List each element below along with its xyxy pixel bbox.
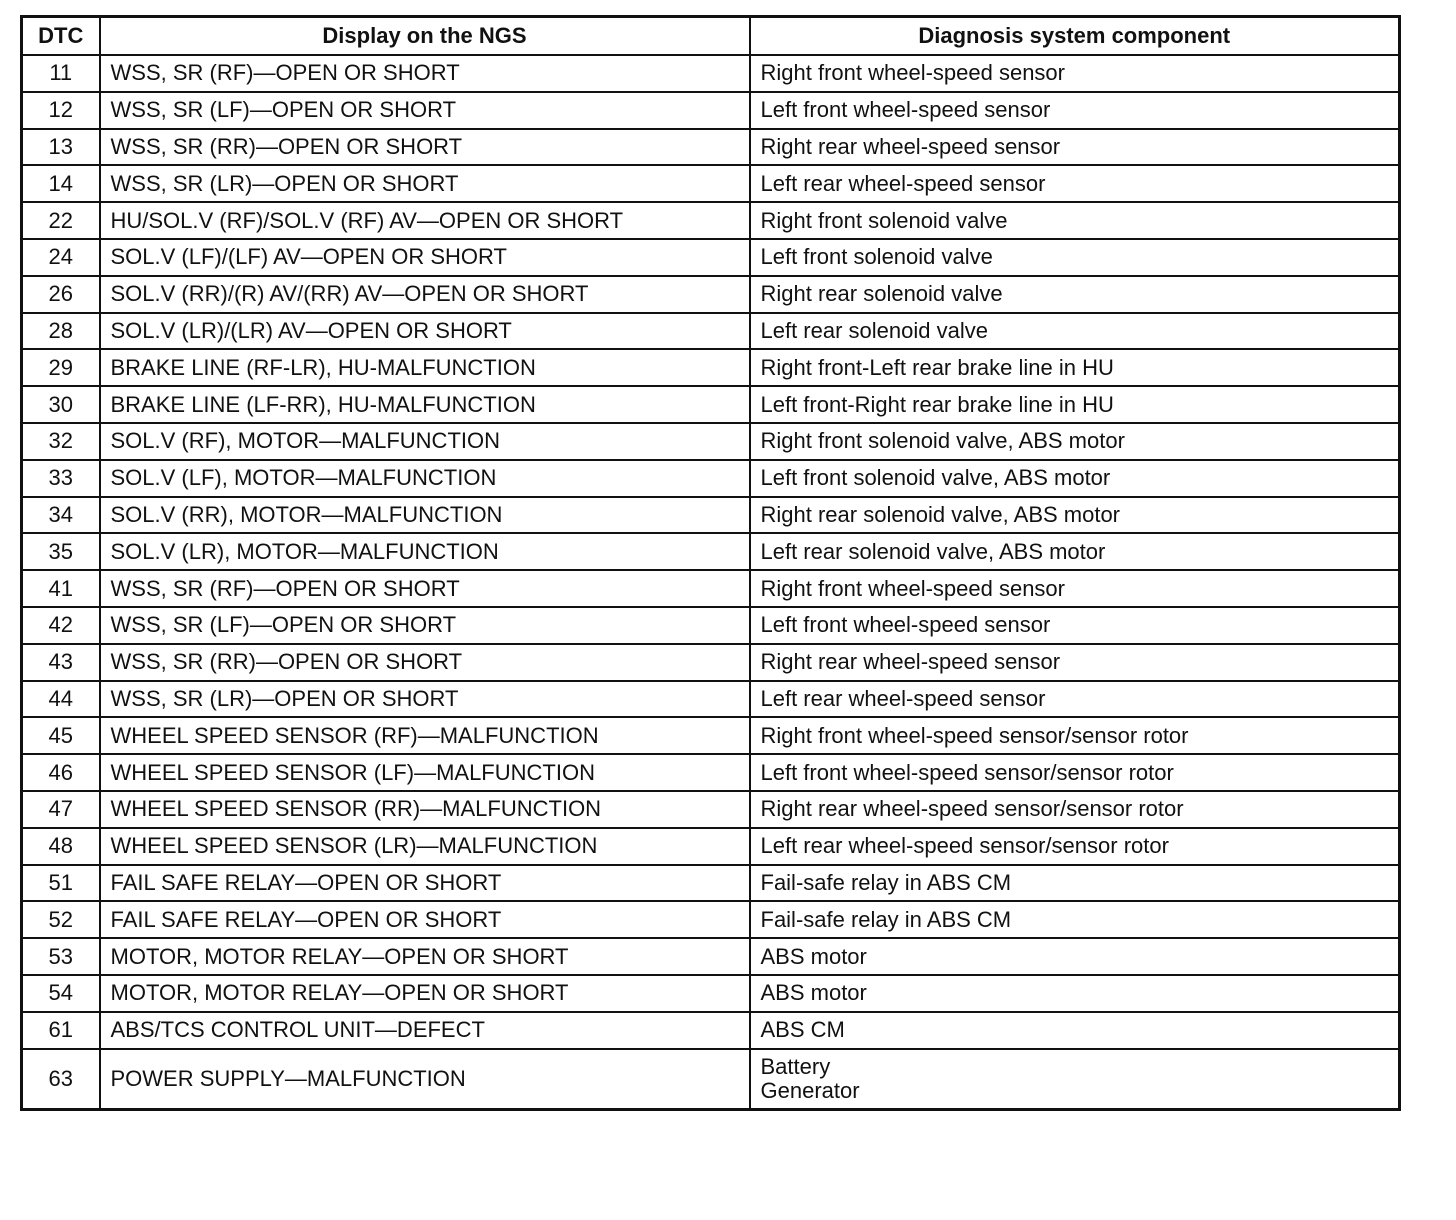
dtc-code-cell: 54 [22,975,100,1012]
ngs-display-cell: WSS, SR (LF)—OPEN OR SHORT [100,92,750,129]
component-line: Right front wheel-speed sensor [760,575,1065,601]
table-row [22,938,1400,975]
component-cell [750,791,1400,828]
dtc-code-cell: 13 [22,129,100,166]
component-cell [750,533,1400,570]
table-row [22,570,1400,607]
component-line: Left rear solenoid valve [760,317,988,343]
component-cell [750,55,1400,92]
dtc-code-cell: 11 [22,55,100,92]
dtc-code-cell: 35 [22,533,100,570]
component-cell [750,681,1400,718]
dtc-code-cell: 12 [22,92,100,129]
ngs-display-cell: MOTOR, MOTOR RELAY—OPEN OR SHORT [100,975,750,1012]
component-line: Left front solenoid valve [760,244,993,270]
component-cell [750,1049,1400,1110]
dtc-code-cell: 48 [22,828,100,865]
ngs-display-cell: WSS, SR (RR)—OPEN OR SHORT [100,129,750,166]
component-cell [750,349,1400,386]
ngs-display-cell: WHEEL SPEED SENSOR (LF)—MALFUNCTION [100,754,750,791]
component-cell [750,165,1400,202]
component-cell [750,607,1400,644]
dtc-code-cell: 51 [22,865,100,902]
component-line: Right front solenoid valve, ABS motor [760,428,1125,454]
table-row [22,975,1400,1012]
ngs-display-cell: WSS, SR (RR)—OPEN OR SHORT [100,644,750,681]
dtc-code-cell: 24 [22,239,100,276]
component-line: ABS motor [760,980,867,1006]
ngs-display-cell: WSS, SR (RF)—OPEN OR SHORT [100,55,750,92]
component-line: Generator [760,1077,860,1103]
header-component: Diagnosis system component [750,17,1400,56]
component-line: Left front wheel-speed sensor [760,612,1051,638]
ngs-display-cell: FAIL SAFE RELAY—OPEN OR SHORT [100,901,750,938]
table-row [22,349,1400,386]
component-line: Left rear wheel-speed sensor [760,685,1046,711]
component-cell [750,129,1400,166]
table-row [22,533,1400,570]
component-line: Fail-safe relay in ABS CM [760,906,1012,932]
dtc-code-cell: 33 [22,460,100,497]
component-cell [750,717,1400,754]
component-line: Left rear solenoid valve, ABS motor [760,538,1106,564]
dtc-code-cell: 45 [22,717,100,754]
dtc-code-cell: 52 [22,901,100,938]
table-row [22,791,1400,828]
dtc-code-cell: 42 [22,607,100,644]
ngs-display-cell: SOL.V (LF)/(LF) AV—OPEN OR SHORT [100,239,750,276]
component-line: Right front wheel-speed sensor/sensor rotor [760,722,1189,748]
dtc-code-cell: 30 [22,386,100,423]
dtc-code-cell: 47 [22,791,100,828]
component-line: Left rear wheel-speed sensor/sensor rotor [760,833,1169,859]
component-line: Left front-Right rear brake line in HU [760,391,1114,417]
table-row [22,202,1400,239]
component-cell [750,975,1400,1012]
component-cell [750,865,1400,902]
component-cell [750,644,1400,681]
dtc-code-cell: 28 [22,313,100,350]
ngs-display-cell: SOL.V (LF), MOTOR—MALFUNCTION [100,460,750,497]
ngs-display-cell: BRAKE LINE (LF-RR), HU-MALFUNCTION [100,386,750,423]
component-cell [750,423,1400,460]
ngs-display-cell: WSS, SR (LR)—OPEN OR SHORT [100,681,750,718]
table-row [22,55,1400,92]
component-cell [750,570,1400,607]
dtc-code-cell: 29 [22,349,100,386]
dtc-code-cell: 53 [22,938,100,975]
ngs-display-cell: WHEEL SPEED SENSOR (RF)—MALFUNCTION [100,717,750,754]
component-cell [750,202,1400,239]
table-row [22,681,1400,718]
ngs-display-cell: BRAKE LINE (RF-LR), HU-MALFUNCTION [100,349,750,386]
component-cell [750,828,1400,865]
dtc-code-cell: 41 [22,570,100,607]
ngs-display-cell: WSS, SR (LR)—OPEN OR SHORT [100,165,750,202]
table-row [22,386,1400,423]
table-row [22,276,1400,313]
header-display: Display on the NGS [100,17,750,56]
component-cell [750,497,1400,534]
dtc-code-cell: 26 [22,276,100,313]
component-line: Fail-safe relay in ABS CM [760,869,1012,895]
ngs-display-cell: SOL.V (RR)/(R) AV/(RR) AV—OPEN OR SHORT [100,276,750,313]
component-cell [750,386,1400,423]
header-row [22,17,1400,56]
component-cell [750,92,1400,129]
component-cell [750,754,1400,791]
ngs-display-cell: WHEEL SPEED SENSOR (LR)—MALFUNCTION [100,828,750,865]
component-cell [750,901,1400,938]
table-body [22,55,1400,1109]
table-row [22,717,1400,754]
component-line: Right rear wheel-speed sensor [760,649,1061,675]
ngs-display-cell: WHEEL SPEED SENSOR (RR)—MALFUNCTION [100,791,750,828]
ngs-display-cell: SOL.V (LR), MOTOR—MALFUNCTION [100,533,750,570]
ngs-display-cell: WSS, SR (LF)—OPEN OR SHORT [100,607,750,644]
table-row [22,865,1400,902]
ngs-display-cell: POWER SUPPLY—MALFUNCTION [100,1049,750,1110]
component-cell [750,938,1400,975]
header-dtc: DTC [22,17,100,56]
ngs-display-cell: FAIL SAFE RELAY—OPEN OR SHORT [100,865,750,902]
table-row [22,497,1400,534]
ngs-display-cell: WSS, SR (RF)—OPEN OR SHORT [100,570,750,607]
table-row [22,1012,1400,1049]
component-cell [750,1012,1400,1049]
dtc-code-cell: 63 [22,1049,100,1110]
dtc-code-cell: 44 [22,681,100,718]
table-row [22,92,1400,129]
table-row [22,460,1400,497]
table-row [22,129,1400,166]
component-line: ABS motor [760,943,867,969]
ngs-display-cell: ABS/TCS CONTROL UNIT—DEFECT [100,1012,750,1049]
component-line: Right rear wheel-speed sensor [760,133,1061,159]
table-row [22,644,1400,681]
component-line: Left front wheel-speed sensor/sensor rotor [760,759,1174,785]
ngs-display-cell: MOTOR, MOTOR RELAY—OPEN OR SHORT [100,938,750,975]
table-row [22,828,1400,865]
component-line: Right rear solenoid valve, ABS motor [760,501,1121,527]
table-row [22,239,1400,276]
ngs-display-cell: SOL.V (RR), MOTOR—MALFUNCTION [100,497,750,534]
component-line: Right front solenoid valve [760,207,1008,233]
component-cell [750,460,1400,497]
dtc-code-cell: 22 [22,202,100,239]
component-line: Left rear wheel-speed sensor [760,170,1046,196]
ngs-display-cell: SOL.V (LR)/(LR) AV—OPEN OR SHORT [100,313,750,350]
table-row [22,607,1400,644]
table-row [22,423,1400,460]
dtc-code-cell: 34 [22,497,100,534]
component-line: ABS CM [760,1017,845,1043]
ngs-display-cell: HU/SOL.V (RF)/SOL.V (RF) AV—OPEN OR SHORT [100,202,750,239]
dtc-table [20,15,1401,1111]
dtc-code-cell: 61 [22,1012,100,1049]
table-row [22,1049,1400,1110]
component-cell [750,239,1400,276]
component-line: Right rear wheel-speed sensor/sensor rotor [760,796,1184,822]
component-line: Right front-Left rear brake line in HU [760,354,1114,380]
table-row [22,165,1400,202]
dtc-code-cell: 14 [22,165,100,202]
component-line: Right rear solenoid valve [760,281,1003,307]
table-row [22,313,1400,350]
ngs-display-cell: SOL.V (RF), MOTOR—MALFUNCTION [100,423,750,460]
component-line: Left front solenoid valve, ABS motor [760,465,1111,491]
dtc-code-cell: 46 [22,754,100,791]
table-row [22,754,1400,791]
table-row [22,901,1400,938]
component-line: Left front wheel-speed sensor [760,97,1051,123]
component-cell [750,276,1400,313]
dtc-code-cell: 43 [22,644,100,681]
component-cell [750,313,1400,350]
component-line: Right front wheel-speed sensor [760,60,1065,86]
dtc-code-cell: 32 [22,423,100,460]
component-line: Battery [760,1053,831,1079]
